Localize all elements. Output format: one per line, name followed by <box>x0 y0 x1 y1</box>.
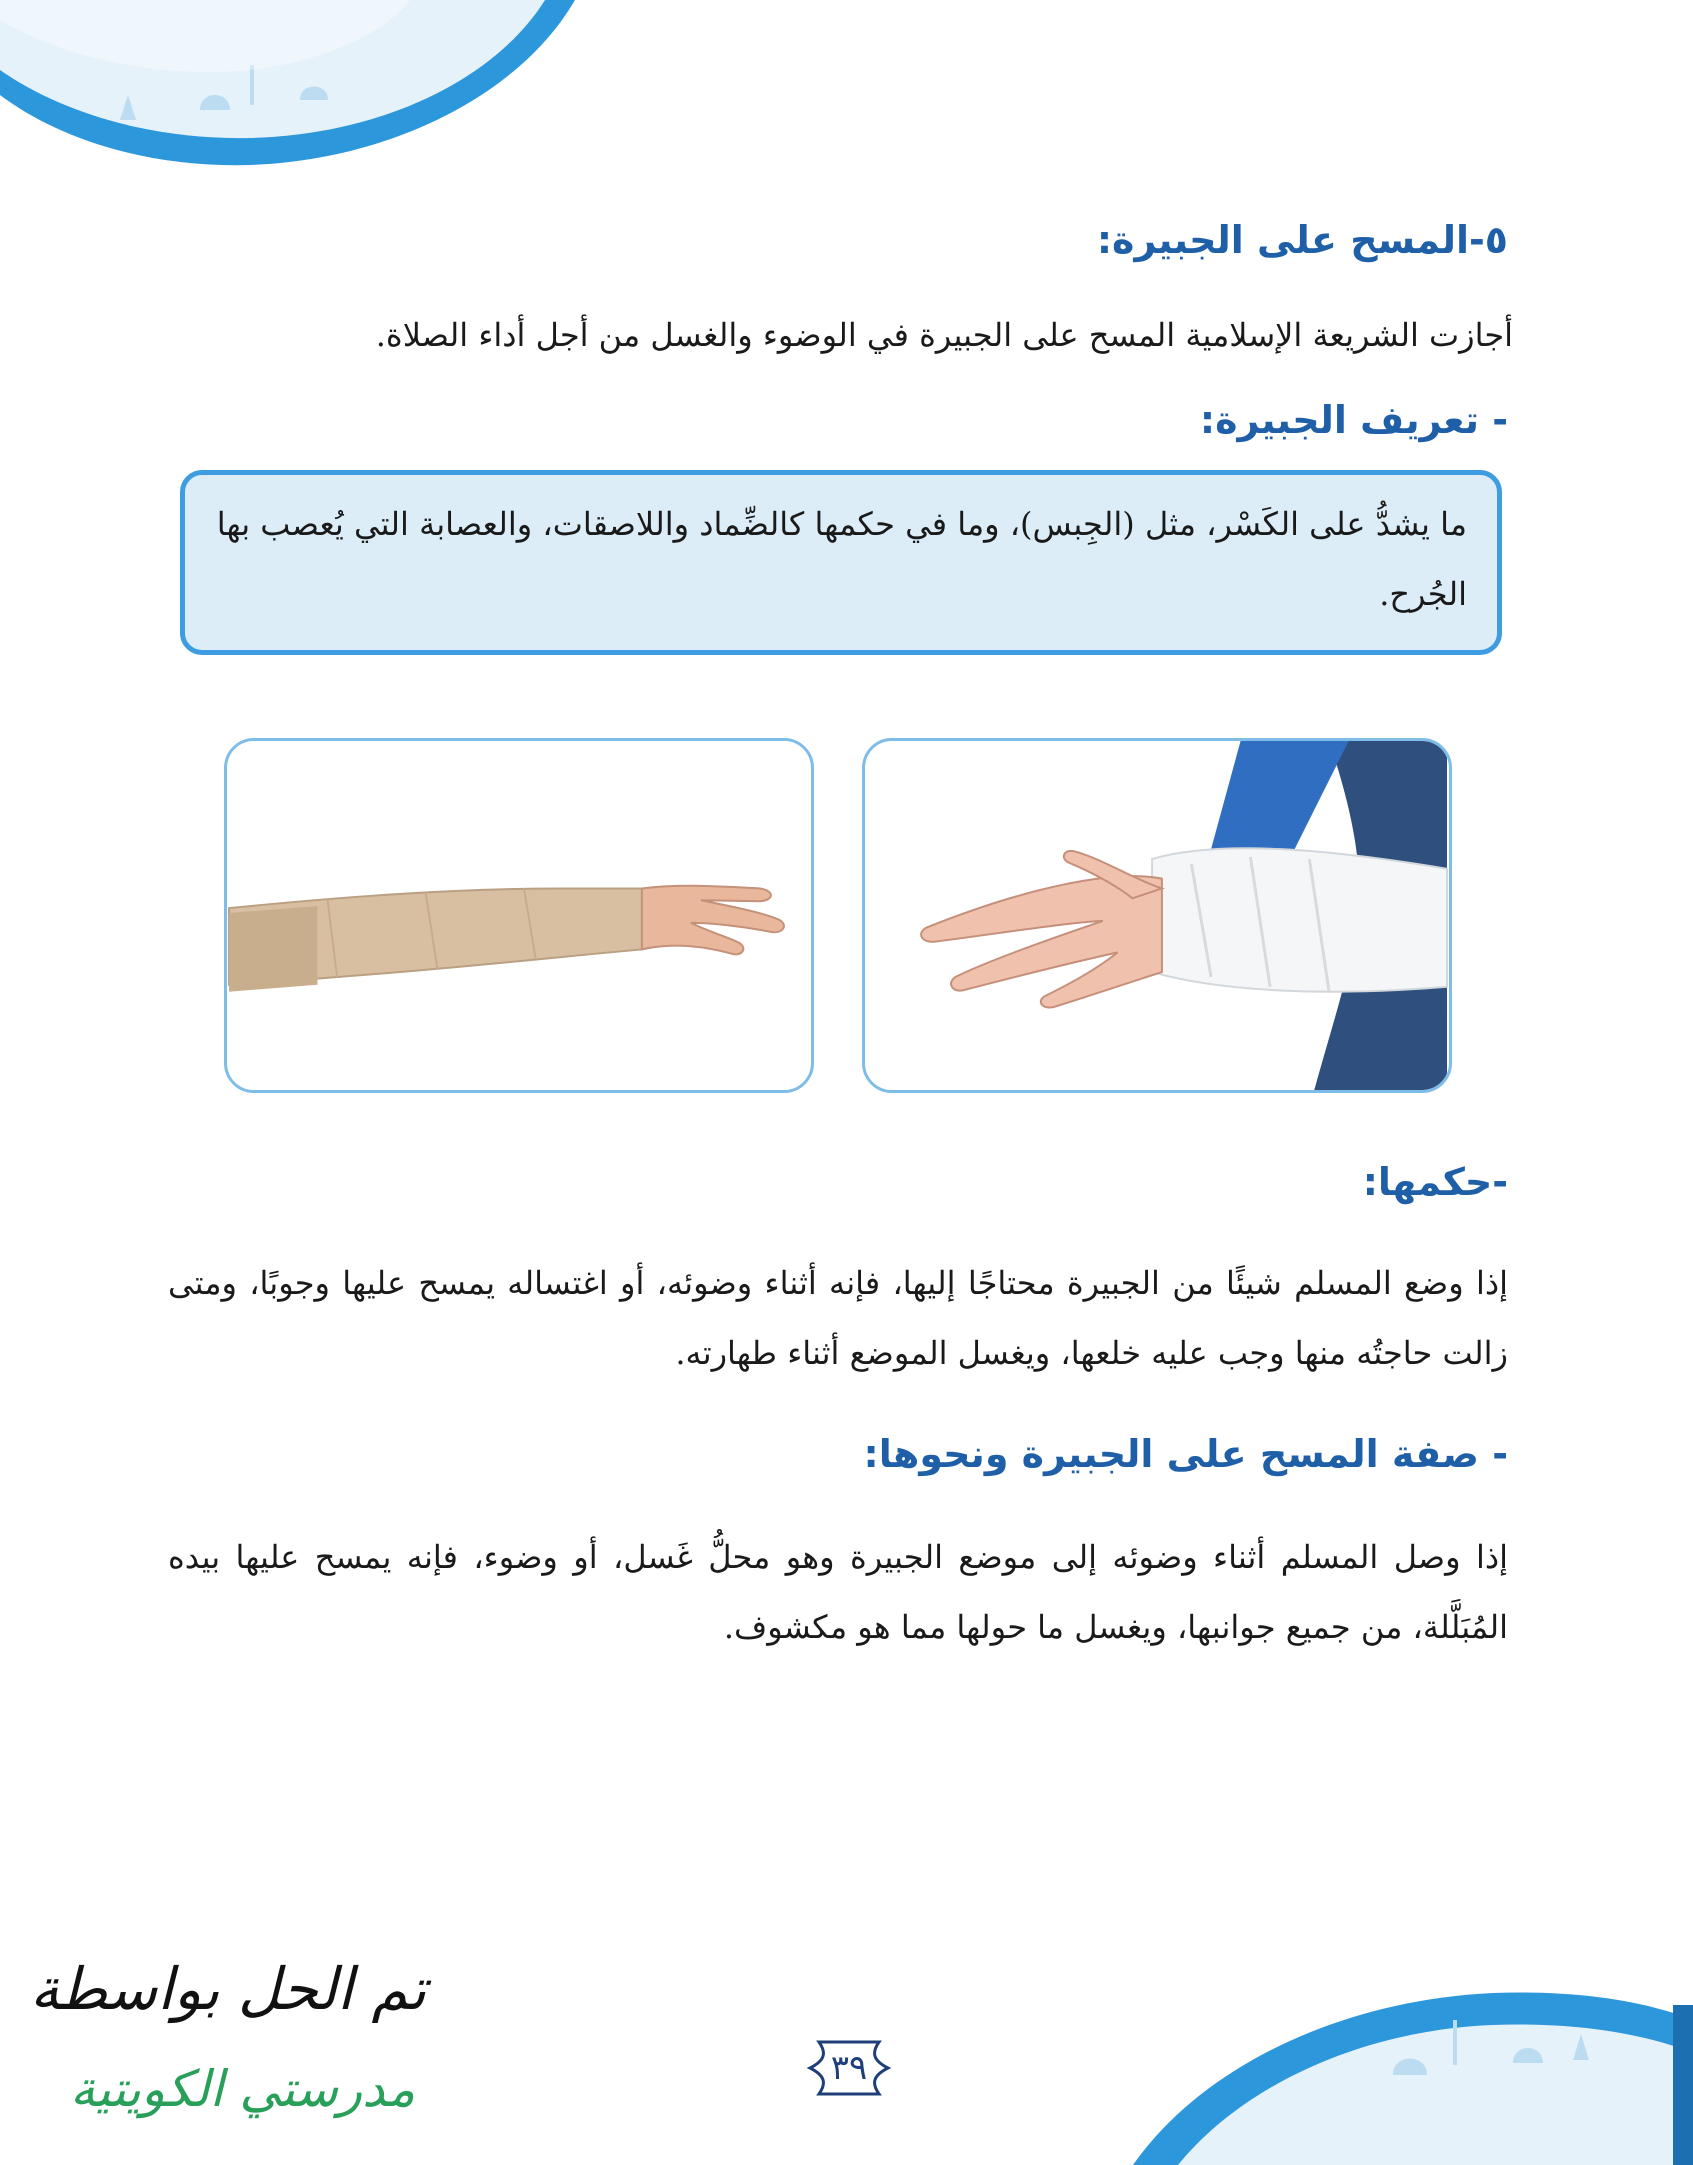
page-number-text: ٣٩ <box>830 2048 868 2088</box>
method-heading: - صفة المسح على الجبيرة ونحوها: <box>863 1432 1508 1476</box>
ruling-heading: -حكمها: <box>1362 1160 1508 1204</box>
ruling-text: إذا وضع المسلم شيئًا من الجبيرة محتاجًا إليها، فإنه أثناء وضوئه، أو اغتساله يمسح عليها وجوبًا، ومتى زالت حاجتُه منها وجب عليه خلعها، ويغسل الموضع أثناء طهارته. <box>168 1264 1508 1372</box>
signature-line-2: مدرستي الكويتية <box>70 2060 416 2118</box>
bottom-right-decorative-wave <box>1093 1945 1693 2165</box>
cast-hand-photo <box>862 738 1452 1093</box>
definition-text: ما يشدُّ على الكَسْر، مثل (الجِبس)، وما في حكمها كالضِّماد واللاصقات، والعصابة التي يُعصب بها الجُرح. <box>216 505 1467 613</box>
section-heading: ٥-المسح على الجبيرة: <box>1096 218 1508 262</box>
method-text: إذا وصل المسلم أثناء وضوئه إلى موضع الجبيرة وهو محلُّ غَسل، أو وضوء، فإنه يمسح عليها بيده المُبَلَّلة، من جميع جوانبها، ويغسل ما حولها مما هو مكشوف. <box>168 1538 1508 1646</box>
signature-line-1: تم الحل بواسطة <box>30 1955 427 2023</box>
top-left-decorative-wave <box>0 0 600 190</box>
bandaged-arm-photo <box>224 738 814 1093</box>
bandaged-arm-illustration <box>227 741 811 1090</box>
section-intro: أجازت الشريعة الإسلامية المسح على الجبيرة في الوضوء والغسل من أجل أداء الصلاة. <box>375 316 1513 354</box>
cast-hand-illustration <box>865 741 1449 1090</box>
definition-heading: - تعريف الجبيرة: <box>1199 398 1508 442</box>
definition-box <box>180 470 1502 655</box>
page-number <box>804 2038 894 2098</box>
